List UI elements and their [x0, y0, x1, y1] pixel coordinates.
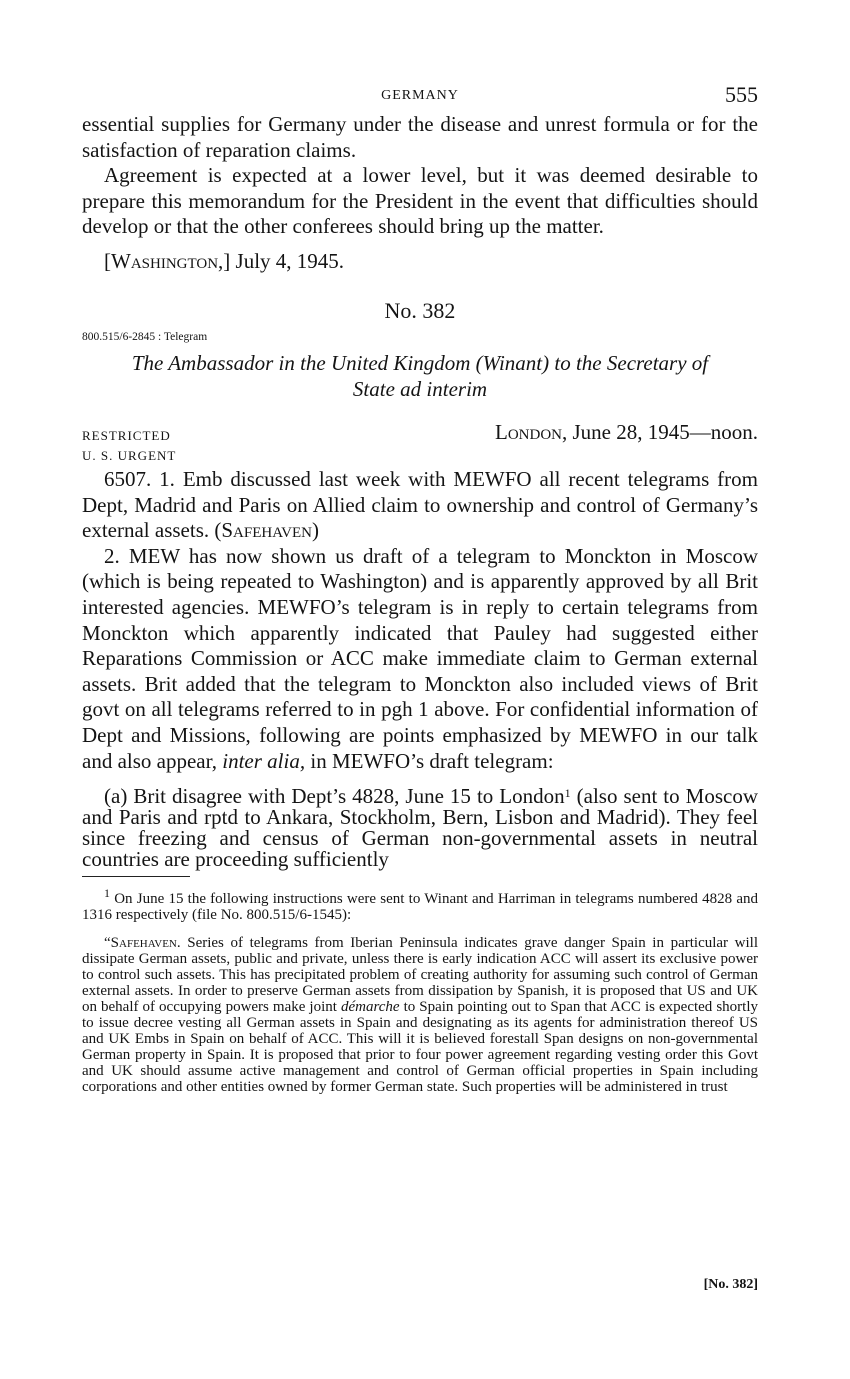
intro-paragraph-1: essential supplies for Germany under the disease and unrest formula or for the satisfaction of reparation claims.: [82, 112, 758, 162]
memo-dateline: [82, 248, 758, 274]
paragraph-a-text: Brit disagree with Dept’s 4828, June 15 to London: [127, 784, 565, 809]
footnote-1-text: On June 15 the following instructions were sent to Winant and Harriman in telegrams numbered 4828 and 1316 respectively (file No. 800.515/6-1545):: [82, 891, 758, 924]
paragraph-a-continued: (also sent to Moscow and Paris and rptd to Ankara, Stockholm, Bern, Lisbon and Madrid). They feel since freezing and census of German non-governmental assets in neutral countries are proceeding sufficiently: [82, 784, 758, 872]
document-title-line-2: State ad interim: [352, 376, 488, 401]
running-header: [82, 78, 758, 112]
file-reference: 800.515/6-2845 : Telegram: [82, 330, 208, 343]
safehaven-term: Safehaven: [221, 518, 312, 543]
document-footer-ref: [No. 382]: [703, 1277, 758, 1292]
telegram-heading: [82, 420, 758, 444]
classification-label: RESTRICTED: [82, 427, 171, 443]
footnote-1: [82, 886, 758, 924]
footnote-safehaven-term: Safehaven: [110, 935, 177, 952]
footnote-quotation-continued: to Spain pointing out to Span that ACC is expected shortly to issue decree vesting all German assets in Spain and designating as its agents for administration thereof US and UK Embs in Spain on behalf of ACC. This will it is believed forestall Span designs on non-governmental German property in Spain. It is proposed that prior to four power agreement regarding vesting order this Govt and UK should assume active management and control of German official properties in Spain including corporations and other entities owned by former German state. Such properties will be administered in trust: [82, 999, 758, 1096]
telegram-paragraph-a: [82, 786, 758, 870]
telegram-dateline: [495, 420, 758, 445]
quote-open: “: [104, 935, 111, 952]
running-title: GERMANY: [381, 88, 459, 103]
telegram-place: London,: [495, 419, 568, 444]
paragraph-a-label: (a): [104, 784, 128, 809]
telegram-paragraph-1: [82, 467, 758, 544]
document-title: [82, 350, 758, 402]
telegram-p2-text: 2. MEW has now shown us draft of a telegram to Monckton in Moscow (which is being repeated to Washington) and is apparently approved by all Brit interested agencies. MEWFO’s telegram is in reply to certain telegrams from Monckton which apparently indicated that Pauley had suggested either Reparations Commission or ACC make immediate claim to German external assets. Brit added that the telegram to Monckton also included views of Brit govt on all telegrams referred to in pgh 1 above. For confidential information of Dept and Missions, following are points emphasized by MEWFO in our talk and also appear,: [82, 543, 758, 773]
inter-alia-term: inter alia,: [222, 748, 306, 773]
document-page: [82, 78, 758, 1292]
telegram-p1-text: 6507. 1. Emb discussed last week with MEWFO all recent telegrams from Dept, Madrid and Paris on Allied claim to ownership and control of Germany’s external assets. (: [82, 466, 758, 543]
footnote-quotation: [82, 935, 758, 1095]
dateline-date: July 4, 1945.: [230, 248, 345, 273]
footnote-reference: 1: [564, 786, 571, 801]
telegram-paragraph-2: [82, 544, 758, 774]
footnote-quotation-text: . Series of telegrams from Iberian Peninsula indicates grave danger Spain in particular will dissipate German assets, public and private, unless there is early indication ACC will assert its exclusive power to control such assets. This has precipitated problem of creating authority for assuming such control of German external assets. In order to preserve German assets from dissipation by Spanish, it is proposed that US and UK on behalf of occupying powers make joint: [82, 935, 758, 1016]
page-number: 555: [725, 82, 758, 107]
telegram-p1-close: ): [311, 518, 319, 543]
document-number: No. 382: [384, 297, 456, 323]
telegram-p2-end: in MEWFO’s draft telegram:: [305, 748, 554, 773]
footnote-divider: [82, 876, 190, 877]
footnote-mark: 1: [104, 886, 110, 901]
precedence-label: U. S. URGENT: [82, 447, 177, 463]
telegram-date: June 28, 1945—noon.: [567, 419, 758, 444]
intro-paragraph-2: Agreement is expected at a lower level, but it was deemed desirable to prepare this memorandum for the President in the event that difficulties should develop or that the other conferees should bring up the matter.: [82, 163, 758, 239]
dateline-place: [Washington,]: [104, 248, 231, 273]
demarche-term: démarche: [340, 999, 400, 1016]
document-title-line-1: The Ambassador in the United Kingdom (Winant) to the Secretary of: [131, 350, 709, 375]
